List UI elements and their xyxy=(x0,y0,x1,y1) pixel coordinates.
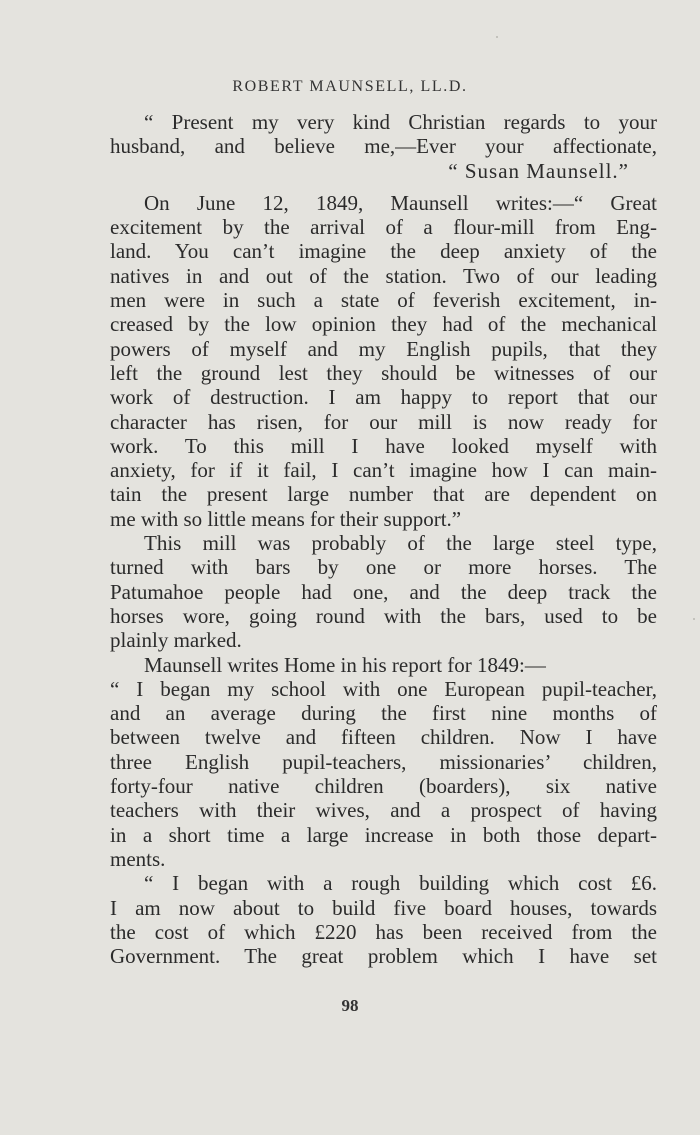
text-line: ments. xyxy=(110,846,166,871)
school-paragraph xyxy=(110,677,657,871)
text-line: I am now about to build five board houses, towards xyxy=(110,895,657,920)
text-line: and an average during the first nine months of xyxy=(110,701,657,726)
text-line: This mill was probably of the large steel type, xyxy=(144,531,657,556)
body-text xyxy=(110,110,657,968)
text-line: character has risen, for our mill is now ready for xyxy=(110,409,657,434)
text-line: between twelve and fifteen children. Now I have xyxy=(110,725,657,750)
text-line: the cost of which £220 has been received from the xyxy=(110,919,657,944)
text-line: Government. The great problem which I have set xyxy=(110,944,657,969)
text-line: left the ground lest they should be witnesses of our xyxy=(110,360,657,385)
text-line: Maunsell writes Home in his report for 1849:— xyxy=(144,652,546,677)
text-line: plainly marked. xyxy=(110,628,242,653)
text-line: “ I began with a rough building which cost £6. xyxy=(144,871,657,896)
paragraph-gap xyxy=(110,183,657,191)
text-line: land. You can’t imagine the deep anxiety of the xyxy=(110,239,657,264)
text-line: “ I began my school with one European pupil-teacher, xyxy=(110,676,657,701)
letter-closing xyxy=(110,110,657,183)
paper-speck xyxy=(693,618,695,620)
building-paragraph xyxy=(110,871,657,968)
text-line: work. To this mill I have looked myself with xyxy=(110,433,657,458)
text-line: “ Susan Maunsell.” xyxy=(448,158,629,183)
text-line: creased by the low opinion they had of the mechanical xyxy=(110,312,657,337)
text-line: in a short time a large increase in both those depart- xyxy=(110,822,657,847)
text-line: me with so little means for their support.” xyxy=(110,506,462,531)
running-head: ROBERT MAUNSELL, LL.D. xyxy=(232,78,468,95)
paper-speck xyxy=(496,36,498,38)
text-line: Patumahoe people had one, and the deep track the xyxy=(110,579,657,604)
page-number: 98 xyxy=(341,996,359,1015)
report-intro-paragraph xyxy=(110,653,657,677)
text-line: anxiety, for if it fail, I can’t imagine how I can main- xyxy=(110,458,657,483)
text-line: tain the present large number that are dependent on xyxy=(110,482,657,507)
text-line: men were in such a state of feverish excitement, in- xyxy=(110,288,657,313)
text-line: three English pupil-teachers, missionaries’ children, xyxy=(110,749,657,774)
text-line: “ Present my very kind Christian regards to your xyxy=(144,110,657,134)
text-line: work of destruction. I am happy to report that our xyxy=(110,385,657,410)
mill-type-paragraph xyxy=(110,531,657,652)
text-line: forty-four native children (boarders), six native xyxy=(110,774,657,799)
text-line: excitement by the arrival of a flour-mill from Eng- xyxy=(110,215,657,240)
text-line: powers of myself and my English pupils, that they xyxy=(110,336,657,361)
text-line: natives in and out of the station. Two of our leading xyxy=(110,263,657,288)
flour-mill-paragraph xyxy=(110,191,657,531)
text-line: horses wore, going round with the bars, used to be xyxy=(110,603,657,628)
text-line: husband, and believe me,—Ever your affectionate, xyxy=(110,134,657,159)
text-line: turned with bars by one or more horses. The xyxy=(110,555,657,580)
text-line: teachers with their wives, and a prospect of having xyxy=(110,798,657,823)
text-line: On June 12, 1849, Maunsell writes:—“ Great xyxy=(144,190,657,215)
